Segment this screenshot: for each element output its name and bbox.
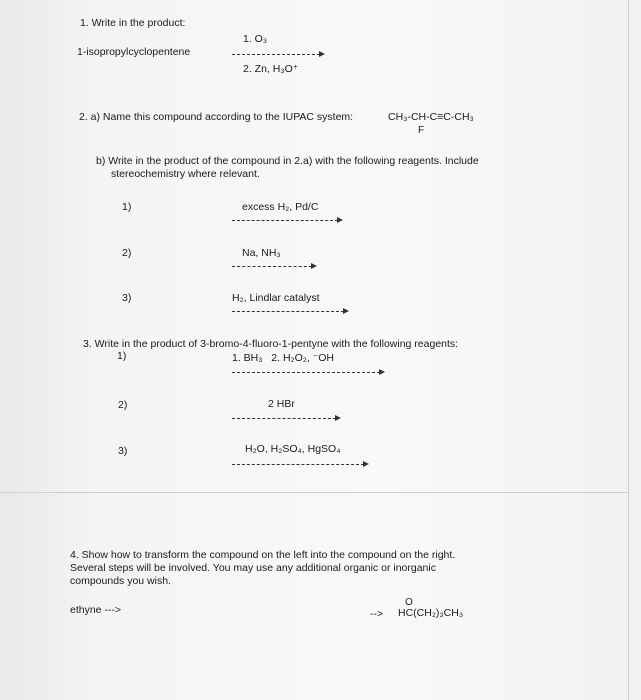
- page-edge-line: [628, 0, 629, 700]
- q2a-fluoro-substituent: F: [418, 125, 425, 136]
- q2b-item-2-reagent: Na, NH₃: [242, 247, 281, 259]
- q2b-item-2-num: 2): [122, 247, 132, 259]
- q4-start-compound: ethyne --->: [70, 604, 122, 616]
- q2b-item-1-arrow: [232, 220, 338, 221]
- q3-item-1-reagent: 1. BH₃ 2. H₂O₂, ⁻OH: [232, 352, 334, 364]
- q3-prompt: 3. Write in the product of 3-bromo-4-fluoro-1-pentyne with the following reagents:: [83, 338, 459, 350]
- q1-reactant: 1-isopropylcyclopentene: [77, 46, 191, 58]
- q2b-prompt-line1: b) Write in the product of the compound in 2.a) with the following reagents. Include: [96, 155, 479, 167]
- q2b-item-2-arrow: [232, 266, 312, 267]
- section-divider: [0, 492, 628, 493]
- q1-step2: 2. Zn, H₃O⁺: [243, 63, 299, 75]
- q4-target-carbonyl-oxygen: O: [405, 597, 413, 608]
- q2b-item-1-reagent: excess H₂, Pd/C: [242, 201, 319, 213]
- q1-reaction-arrow: [232, 54, 320, 55]
- q3-item-3-num: 3): [118, 445, 128, 457]
- q3-item-3-arrow: [232, 464, 364, 465]
- q4-prompt-line1: 4. Show how to transform the compound on the left into the compound on the right.: [70, 549, 456, 561]
- q3-item-3-reagent: H₂O, H₂SO₄, HgSO₄: [245, 443, 341, 455]
- q2b-item-3-arrow: [232, 311, 344, 312]
- q4-prompt-line3: compounds you wish.: [70, 575, 171, 587]
- q3-item-1-arrow: [232, 372, 380, 373]
- q4-prompt-line2: Several steps will be involved. You may use any additional organic or inorganic: [70, 562, 436, 574]
- q3-item-2-arrow: [232, 418, 336, 419]
- q2b-item-3-reagent: H₂, Lindlar catalyst: [232, 292, 320, 304]
- q2b-item-3-num: 3): [122, 292, 132, 304]
- q1-prompt: 1. Write in the product:: [80, 17, 186, 29]
- q2b-item-1-num: 1): [122, 201, 132, 213]
- q3-item-2-reagent: 2 HBr: [268, 398, 295, 410]
- q2a-structure: CH₃-CH-C≡C-CH₃: [388, 111, 474, 123]
- q3-item-2-num: 2): [118, 399, 128, 411]
- q4-target-compound: HC(CH₂)₃CH₃: [398, 607, 464, 619]
- q2a-prompt: 2. a) Name this compound according to the IUPAC system:: [79, 111, 354, 123]
- q2b-prompt-line2: stereochemistry where relevant.: [111, 168, 260, 180]
- q4-arrow: -->: [370, 608, 384, 620]
- q3-item-1-num: 1): [117, 350, 127, 362]
- q1-step1: 1. O₃: [243, 33, 268, 45]
